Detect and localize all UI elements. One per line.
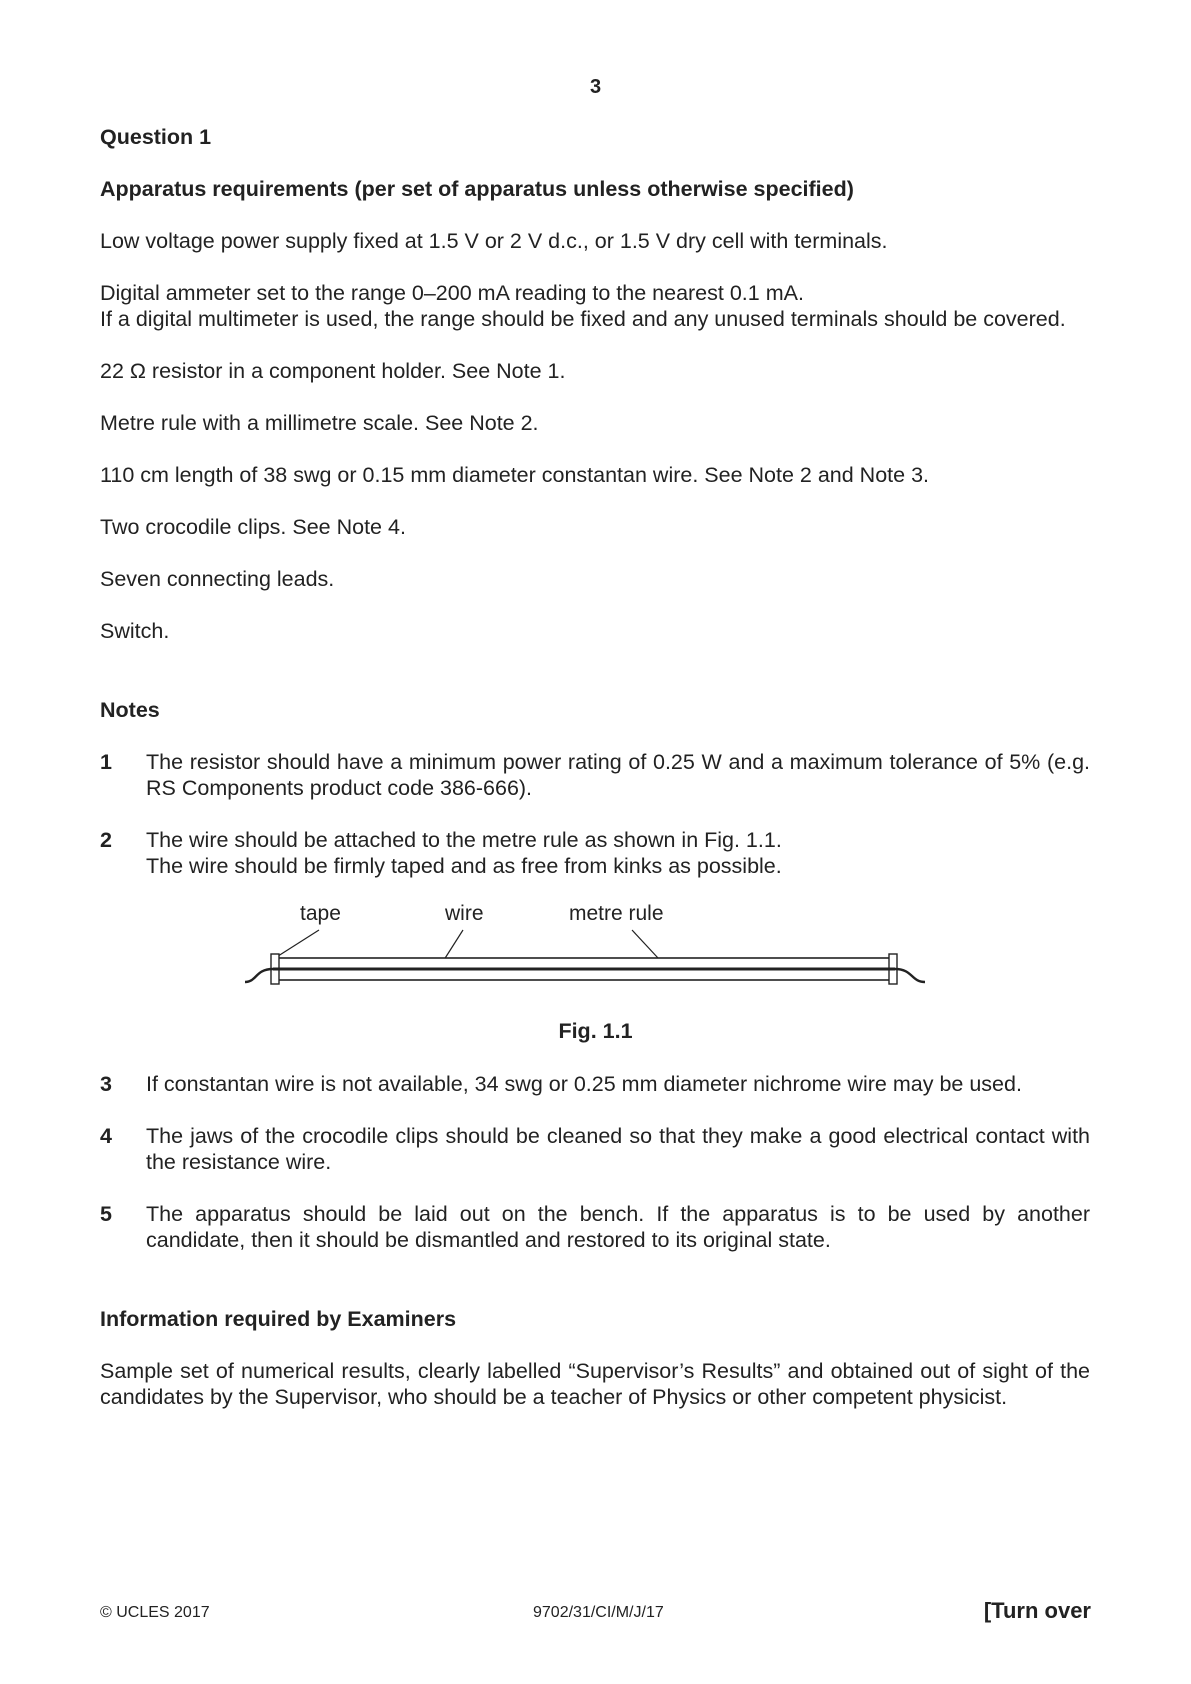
- page-number: 3: [589, 76, 602, 98]
- figure-caption: Fig. 1.1: [558, 1019, 633, 1043]
- note-number: 3: [100, 1072, 112, 1096]
- metre-rule-diagram: [245, 896, 965, 1006]
- tape-leader-line: [275, 930, 319, 958]
- note-number: 5: [100, 1202, 112, 1226]
- wire-end-right: [895, 969, 925, 982]
- apparatus-item: Digital ammeter set to the range 0–200 mA reading to the nearest 0.1 mA.: [100, 281, 804, 305]
- rule-leader-line: [632, 930, 658, 958]
- note-text: The jaws of the crocodile clips should be cleaned so that they make a good electrical contact with the resistance wire.: [146, 1124, 1090, 1174]
- note-text: The resistor should have a minimum power rating of 0.25 W and a maximum tolerance of 5% (e.g. RS Components product code 386-666).: [146, 750, 1090, 800]
- wire-end-left: [245, 969, 273, 982]
- notes-heading: Notes: [100, 698, 160, 722]
- copyright: © UCLES 2017: [100, 1604, 210, 1621]
- apparatus-item: Two crocodile clips. See Note 4.: [100, 515, 406, 539]
- note-text: If constantan wire is not available, 34 swg or 0.25 mm diameter nichrome wire may be used.: [146, 1072, 1022, 1096]
- apparatus-item: If a digital multimeter is used, the range should be fixed and any unused terminals should be covered.: [100, 307, 1066, 331]
- note-number: 1: [100, 750, 112, 774]
- tape-label: tape: [300, 902, 341, 925]
- apparatus-item: Metre rule with a millimetre scale. See Note 2.: [100, 411, 539, 435]
- note-text: The wire should be firmly taped and as free from kinks as possible.: [146, 854, 782, 878]
- turn-over: [Turn over: [983, 1598, 1091, 1623]
- apparatus-heading: Apparatus requirements (per set of apparatus unless otherwise specified): [100, 177, 854, 201]
- paper-code: 9702/31/CI/M/J/17: [533, 1604, 664, 1621]
- question-heading: Question 1: [100, 125, 212, 149]
- note-text: The apparatus should be laid out on the bench. If the apparatus is to be used by another candidate, then it should be dismantled and restored to its original state.: [146, 1202, 1090, 1252]
- apparatus-item: 22 Ω resistor in a component holder. See Note 1.: [100, 359, 566, 383]
- metre-rule-label: metre rule: [569, 902, 664, 925]
- note-number: 4: [100, 1124, 112, 1148]
- info-heading: Information required by Examiners: [100, 1307, 457, 1331]
- figure-1-1: [245, 896, 965, 1006]
- apparatus-item: Low voltage power supply fixed at 1.5 V or 2 V d.c., or 1.5 V dry cell with terminals.: [100, 229, 888, 253]
- apparatus-item: Switch.: [100, 619, 170, 643]
- info-text: Sample set of numerical results, clearly labelled “Supervisor’s Results” and obtained out of sight of the candidates by the Supervisor, who should be a teacher of Physics or other competent physicist.: [100, 1359, 1090, 1409]
- apparatus-item: 110 cm length of 38 swg or 0.15 mm diameter constantan wire. See Note 2 and Note 3.: [100, 463, 929, 487]
- apparatus-item: Seven connecting leads.: [100, 567, 335, 591]
- note-text: The wire should be attached to the metre rule as shown in Fig. 1.1.: [146, 828, 782, 852]
- wire-label: wire: [445, 902, 484, 925]
- note-number: 2: [100, 828, 112, 852]
